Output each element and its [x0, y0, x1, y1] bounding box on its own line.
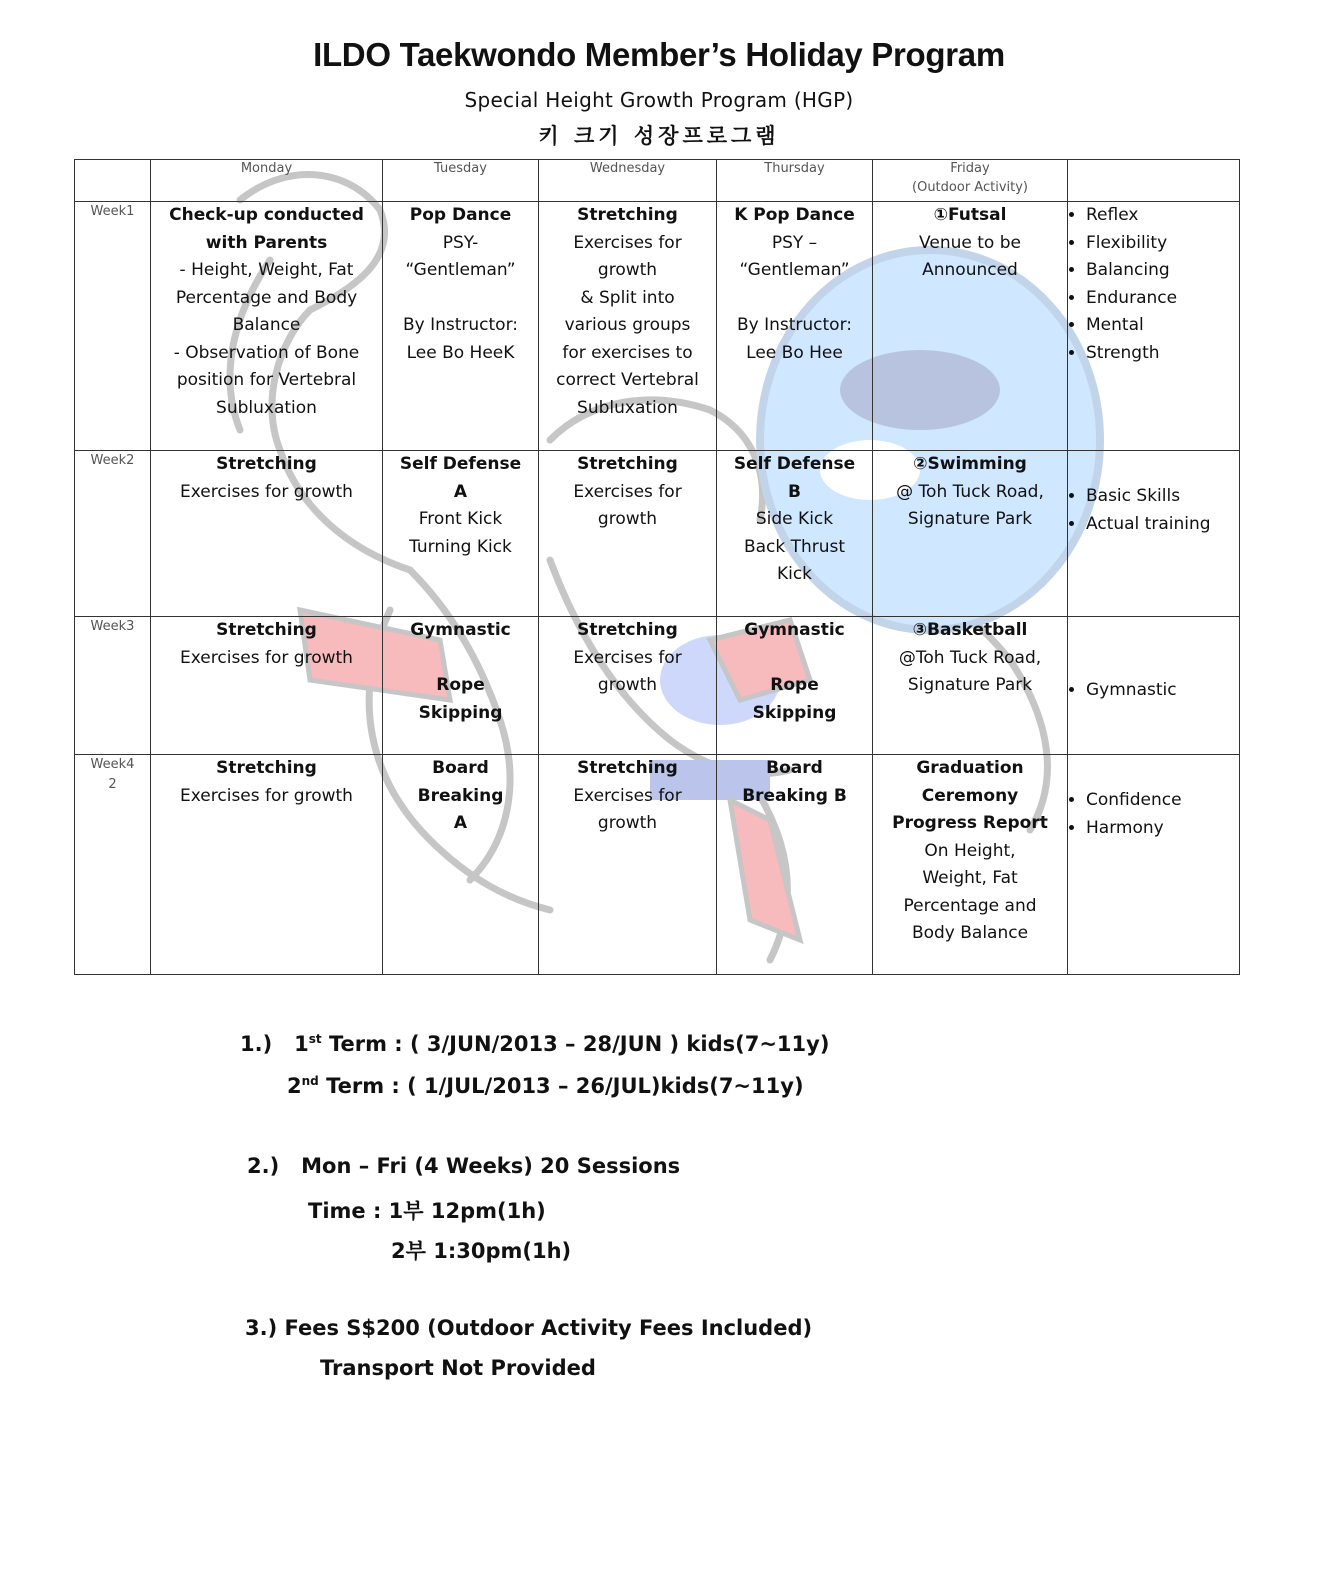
week-label: Week1 [90, 204, 135, 219]
activity-cell-monday [151, 755, 383, 975]
list-item: • Balancing [1086, 257, 1239, 285]
activity-detail: Kick [776, 564, 813, 584]
table-header-row [75, 160, 1240, 202]
activity-detail: Announced [922, 260, 1018, 280]
activity-detail: growth [597, 260, 658, 280]
list-item: • Strength [1086, 340, 1239, 368]
table-row [75, 202, 1240, 451]
activity-title: Graduation [916, 758, 1024, 778]
page-title: ILDO Taekwondo Member’s Holiday Program [313, 36, 1005, 73]
activity-detail: By Instructor: [402, 315, 519, 335]
activity-detail: growth [597, 813, 658, 833]
activity-title: Board [766, 758, 823, 778]
activity-cell-friday [873, 451, 1068, 617]
list-item: • Mental [1086, 312, 1239, 340]
activity-detail: Front Kick [418, 509, 503, 529]
week-label-cell [75, 617, 151, 755]
activity-detail: “Gentleman” [405, 260, 516, 280]
activity-detail: By Instructor: [736, 315, 853, 335]
fees-line: 3.) Fees S$200 (Outdoor Activity Fees Included) [245, 1316, 813, 1340]
list-item: • Confidence [1086, 787, 1239, 815]
activity-title: Breaking B [742, 785, 847, 806]
activity-title: A [453, 813, 468, 833]
activity-title: Stretching [577, 454, 678, 474]
activity-detail: Body Balance [911, 923, 1029, 943]
day-header-monday: Monday [151, 160, 383, 202]
activity-detail: position for Vertebral [176, 370, 357, 390]
time-line-1: Time : 1부 12pm(1h) [308, 1199, 546, 1223]
sessions-line [247, 1154, 680, 1178]
activity-title: A [453, 481, 468, 502]
list-item: • Basic Skills [1086, 483, 1239, 511]
activity-detail: Signature Park [907, 509, 1033, 529]
table-row [75, 451, 1240, 617]
activity-detail: various groups [564, 315, 691, 335]
page-subtitle-korean: 키 크기 성장프로그램 [538, 124, 780, 148]
activity-detail: Turning Kick [409, 536, 512, 557]
activity-title: with Parents [205, 232, 328, 253]
table-row [75, 617, 1240, 755]
week-label: Week4 [90, 757, 135, 772]
activity-detail: - Observation of Bone [173, 342, 360, 363]
activity-title: Skipping [418, 702, 503, 723]
activity-detail: PSY- [442, 232, 479, 253]
term-2-line: 2nd Term : ( 1/JUL/2013 – 26/JUL)kids(7~11y) [287, 1074, 804, 1098]
activity-title: B [788, 481, 801, 502]
activity-cell-monday [151, 202, 383, 451]
activity-title: Check-up conducted [169, 205, 364, 225]
header-empty-cell [75, 160, 151, 202]
list-item: • Harmony [1086, 815, 1239, 843]
activity-detail: Back Thrust [743, 536, 846, 557]
activity-title: Progress Report [892, 813, 1048, 833]
activity-title: Gymnastic [410, 620, 511, 640]
skills-cell [1068, 755, 1240, 975]
activity-detail [717, 285, 872, 313]
activity-cell-tuesday [383, 755, 539, 975]
activity-detail: Subluxation [577, 397, 678, 418]
activity-detail: growth [597, 509, 658, 529]
activity-cell-tuesday [383, 617, 539, 755]
skills-list [1068, 787, 1239, 842]
activity-title: Skipping [752, 702, 837, 723]
activity-cell-friday [873, 202, 1068, 451]
skills-list [1068, 202, 1239, 367]
activity-detail: Exercises for growth [180, 647, 353, 668]
day-header-friday: Friday (Outdoor Activity) [873, 160, 1068, 202]
activity-cell-thursday [717, 617, 873, 755]
table-row [75, 755, 1240, 975]
time-line-2: 2부 1:30pm(1h) [391, 1239, 572, 1263]
list-item: • Flexibility [1086, 230, 1239, 258]
activity-detail: Exercises for growth [180, 785, 353, 806]
activity-title: Gymnastic [744, 620, 845, 640]
activity-detail: Subluxation [216, 397, 317, 418]
list-item: • Endurance [1086, 285, 1239, 313]
day-header-wednesday: Wednesday [539, 160, 717, 202]
activity-detail: PSY – [771, 232, 818, 253]
activity-cell-wednesday [539, 755, 717, 975]
item-number-2: 2.) [247, 1154, 280, 1178]
page-subtitle: Special Height Growth Program (HGP) [464, 88, 854, 112]
activity-detail: Percentage and [903, 895, 1037, 916]
schedule-table [74, 159, 1240, 975]
activity-title: Ceremony [921, 785, 1019, 806]
activity-title: Self Defense [733, 454, 856, 474]
activity-title: Stretching [577, 758, 678, 778]
activity-detail: Venue to be [919, 232, 1021, 253]
activity-cell-friday [873, 755, 1068, 975]
week-label-cell [75, 451, 151, 617]
activity-title: Breaking [417, 785, 504, 806]
activity-detail: Lee Bo Hee [746, 342, 843, 363]
transport-line: Transport Not Provided [320, 1356, 596, 1380]
activity-title: Pop Dance [409, 205, 512, 225]
activity-cell-tuesday [383, 451, 539, 617]
header-notes-cell [1068, 160, 1240, 202]
activity-detail: for exercises to [562, 342, 693, 363]
activity-cell-monday [151, 617, 383, 755]
list-item: • Reflex [1086, 202, 1239, 230]
activity-detail: Percentage and Body [175, 287, 358, 308]
activity-title: ②Swimming [913, 454, 1027, 474]
activity-detail: On Height, [924, 840, 1016, 861]
activity-title [717, 645, 872, 673]
term-1-line: 1.) 1st Term : ( 3/JUN/2013 – 28/JUN ) kids(7~11y) [240, 1032, 830, 1056]
activity-detail: correct Vertebral [556, 370, 699, 390]
activity-cell-thursday [717, 451, 873, 617]
list-item: • Actual training [1086, 511, 1239, 539]
skills-cell [1068, 617, 1240, 755]
week-label-cell [75, 755, 151, 975]
sessions-text: Mon – Fri (4 Weeks) 20 Sessions [301, 1154, 681, 1178]
activity-cell-thursday [717, 202, 873, 451]
activity-detail: Balance [232, 315, 301, 335]
activity-title: Self Defense [399, 454, 522, 474]
activity-detail: growth [597, 675, 658, 695]
activity-title [383, 645, 538, 673]
activity-detail: & Split into [580, 287, 675, 308]
skills-list [1068, 677, 1239, 705]
week-label-extra: 2 [108, 776, 117, 792]
activity-cell-monday [151, 451, 383, 617]
activity-detail: Exercises for growth [180, 481, 353, 502]
skills-cell [1068, 451, 1240, 617]
activity-title: Board [432, 758, 489, 778]
activity-detail: - Height, Weight, Fat [179, 260, 354, 280]
activity-title: ③Basketball [912, 620, 1028, 640]
activity-detail [383, 285, 538, 313]
activity-cell-wednesday [539, 451, 717, 617]
term-2-text: Term : ( 1/JUL/2013 – 26/JUL)kids(7~11y) [326, 1074, 804, 1098]
activity-title: Rope [436, 675, 485, 695]
activity-title: Stretching [577, 205, 678, 225]
list-item: • Gymnastic [1086, 677, 1239, 705]
activity-title: K Pop Dance [734, 205, 855, 225]
week-label: Week3 [90, 619, 135, 634]
week-label-cell [75, 202, 151, 451]
activity-cell-thursday [717, 755, 873, 975]
activity-detail: Exercises for [573, 785, 682, 806]
day-header-tuesday: Tuesday [383, 160, 539, 202]
day-header-thursday: Thursday [717, 160, 873, 202]
activity-detail: @ Toh Tuck Road, [896, 481, 1044, 502]
activity-title: ①Futsal [933, 205, 1007, 225]
skills-cell [1068, 202, 1240, 451]
activity-title: Stretching [577, 620, 678, 640]
activity-detail: Lee Bo HeeK [406, 342, 515, 363]
term-1-text: Term : ( 3/JUN/2013 – 28/JUN ) kids(7~11y) [328, 1032, 830, 1056]
activity-title: Stretching [216, 454, 317, 474]
activity-detail: Signature Park [907, 675, 1033, 695]
activity-detail: Side Kick [755, 509, 834, 529]
activity-cell-friday [873, 617, 1068, 755]
item-number-1: 1.) [240, 1032, 273, 1056]
activity-cell-tuesday [383, 202, 539, 451]
activity-detail: Weight, Fat [922, 868, 1018, 888]
activity-cell-wednesday [539, 617, 717, 755]
activity-detail: @Toh Tuck Road, [898, 647, 1042, 668]
activity-title: Rope [770, 675, 819, 695]
activity-cell-wednesday [539, 202, 717, 451]
week-label: Week2 [90, 453, 135, 468]
activity-detail: Exercises for [573, 481, 682, 502]
activity-detail: “Gentleman” [739, 260, 850, 280]
activity-detail: Exercises for [573, 647, 682, 668]
activity-detail: Exercises for [573, 232, 682, 253]
activity-title: Stretching [216, 620, 317, 640]
skills-list [1068, 483, 1239, 538]
activity-title: Stretching [216, 758, 317, 778]
